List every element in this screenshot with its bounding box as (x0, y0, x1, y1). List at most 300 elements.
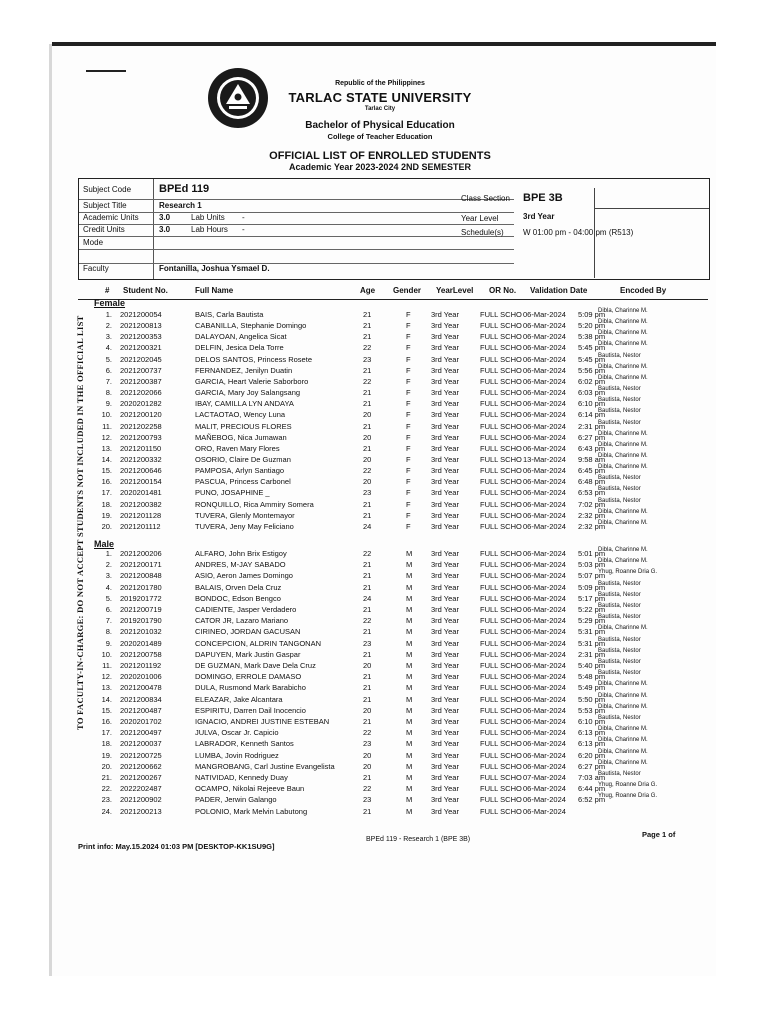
row-number: 13. (101, 443, 112, 453)
validation-date: 06-Mar-2024 (523, 354, 566, 364)
student-age: 21 (363, 649, 372, 659)
encoded-by: Yhug, Roanne Dria G. (598, 782, 658, 789)
student-age: 21 (363, 499, 372, 509)
student-year-level: 3rd Year (431, 499, 459, 509)
student-number: 2021200267 (120, 773, 162, 782)
student-age: 21 (363, 321, 372, 331)
student-number: 2021200171 (120, 560, 162, 570)
student-gender: M (406, 795, 413, 805)
student-name: LABRADOR, Kenneth Santos (195, 739, 294, 749)
student-age: 21 (363, 582, 372, 592)
student-name: DAPUYEN, Mark Justin Gaspar (195, 649, 301, 659)
student-name: DE GUZMAN, Mark Dave Dela Cruz (195, 661, 316, 670)
student-name: BONDOC, Edson Bengco (195, 593, 281, 603)
student-gender: M (406, 616, 413, 626)
row-number: 2. (105, 321, 112, 331)
table-row (0, 795, 768, 806)
credit-units-label: Credit Units (83, 225, 125, 234)
student-year-level: 3rd Year (431, 388, 459, 398)
student-gender: M (406, 750, 413, 760)
validation-time: 5:45 pm (578, 354, 606, 364)
row-number: 11. (102, 421, 112, 431)
or-number: FULL SCHO (480, 649, 522, 659)
encoded-by: Dibla, Charinne M. (598, 692, 648, 699)
male-group-label: Male (94, 539, 115, 549)
validation-time: 5:49 pm (578, 683, 606, 693)
table-row (0, 452, 768, 466)
student-year-level: 3rd Year (431, 649, 459, 659)
table-row (0, 332, 768, 343)
validation-time: 7:02 pm (578, 499, 606, 509)
or-number: FULL SCHO (480, 582, 522, 592)
validation-date: 06-Mar-2024 (523, 694, 566, 704)
validation-date: 06-Mar-2024 (523, 399, 566, 409)
student-name: DELFIN, Jesica Dela Torre (195, 343, 284, 353)
row-number: 6. (105, 365, 112, 375)
footer-course: BPEd 119 - Research 1 (BPE 3B) (366, 836, 471, 843)
student-number: 2021200213 (120, 806, 162, 816)
student-number: 2021200834 (120, 694, 162, 704)
row-number: 3. (105, 571, 112, 581)
student-age: 20 (363, 705, 372, 715)
student-name: DALAYOAN, Angelica Sicat (195, 332, 287, 342)
validation-time: 6:10 pm (578, 717, 606, 726)
or-number: FULL SCHO (480, 616, 522, 626)
university-city: Tarlac City (364, 106, 396, 112)
table-row (0, 636, 768, 650)
student-gender: M (406, 661, 413, 670)
subject-code: BPEd 119 (159, 183, 210, 195)
student-gender: F (406, 321, 411, 331)
validation-time: 5:17 pm (578, 593, 606, 603)
or-number: FULL SCHO (480, 549, 522, 558)
col-student-no: Student No. (123, 286, 168, 295)
student-gender: M (406, 627, 413, 637)
or-number: FULL SCHO (480, 421, 522, 431)
row-number: 7. (105, 376, 112, 386)
encoded-by: Bautista, Nestor (598, 636, 641, 643)
encoded-by: Dibla, Charinne M. (598, 363, 648, 370)
validation-date: 06-Mar-2024 (523, 332, 566, 342)
table-row (0, 807, 768, 818)
student-age: 21 (363, 694, 372, 704)
table-row (0, 661, 768, 672)
credit-units: 3.0 (159, 225, 171, 234)
student-name: ASIO, Aeron James Domingo (195, 571, 293, 581)
student-age: 20 (363, 454, 372, 464)
validation-time: 5:03 pm (578, 560, 606, 570)
student-name: TUVERA, Glenly Montemayor (195, 510, 295, 520)
validation-date: 06-Mar-2024 (523, 310, 566, 319)
or-number: FULL SCHO (480, 717, 522, 726)
student-year-level: 3rd Year (431, 466, 459, 476)
student-age: 22 (363, 343, 372, 353)
student-gender: F (406, 521, 411, 531)
student-number: 2021202258 (120, 421, 162, 431)
student-year-level: 3rd Year (431, 421, 459, 431)
student-number: 2021200478 (120, 683, 162, 693)
row-number: 8. (105, 627, 112, 637)
table-row (0, 321, 768, 332)
col-encoded-by: Encoded By (620, 286, 667, 295)
validation-time: 6:13 pm (578, 728, 606, 738)
encoded-by: Bautista, Nestor (598, 475, 641, 482)
student-year-level: 3rd Year (431, 683, 459, 693)
table-row (0, 571, 768, 582)
student-age: 23 (363, 739, 372, 749)
validation-date: 06-Mar-2024 (523, 432, 566, 442)
student-name: TUVERA, Jeny May Feliciano (195, 521, 294, 531)
student-gender: F (406, 477, 411, 487)
encoded-by: Bautista, Nestor (598, 603, 641, 609)
student-age: 22 (363, 466, 372, 476)
encoded-by: Bautista, Nestor (598, 614, 641, 621)
student-year-level: 3rd Year (431, 672, 459, 682)
encoded-by: Dibla, Charinne M. (598, 703, 648, 710)
table-row (0, 605, 768, 616)
or-number: FULL SCHO (480, 694, 522, 704)
student-age: 21 (363, 605, 372, 614)
encoded-by: Dibla, Charinne M. (598, 737, 648, 744)
validation-time: 2:32 pm (578, 510, 606, 520)
or-number: FULL SCHO (480, 443, 522, 453)
student-year-level: 3rd Year (431, 761, 459, 771)
faculty-notice-text: TO FACULTY-IN-CHARGE: DO NOT ACCEPT STUDENTS NOT INCLUDED IN THE OFFICIAL LIST (75, 315, 85, 730)
row-number: 1. (105, 549, 112, 558)
student-name: FERNANDEZ, Jenilyn Duatin (195, 365, 293, 375)
student-year-level: 3rd Year (431, 477, 459, 487)
student-name: ORO, Raven Mary Flores (195, 443, 280, 453)
student-year-level: 3rd Year (431, 694, 459, 704)
validation-date: 06-Mar-2024 (523, 466, 566, 476)
republic-label: Republic of the Philippines (335, 80, 425, 87)
student-number: 2021200662 (120, 761, 162, 771)
student-year-level: 3rd Year (431, 717, 459, 726)
student-number: 2021200725 (120, 750, 162, 760)
validation-time: 6:43 pm (578, 443, 606, 453)
student-number: 2021200120 (120, 410, 162, 420)
validation-date: 06-Mar-2024 (523, 627, 566, 637)
student-year-level: 3rd Year (431, 310, 459, 319)
student-year-level: 3rd Year (431, 321, 459, 331)
validation-time: 5:09 pm (578, 310, 606, 319)
student-number: 2021200487 (120, 705, 162, 715)
table-row (0, 739, 768, 750)
encoded-by: Yhug, Roanne Dria G. (598, 793, 658, 800)
course-info-box (78, 178, 710, 280)
validation-date: 06-Mar-2024 (523, 488, 566, 498)
table-row (0, 419, 768, 433)
table-row (0, 580, 768, 594)
student-number: 2021201112 (120, 521, 161, 531)
row-number: 19. (101, 750, 112, 760)
validation-time: 5:31 pm (578, 627, 606, 637)
student-age: 23 (363, 795, 372, 805)
student-number: 2021201150 (120, 443, 162, 453)
validation-date: 06-Mar-2024 (523, 705, 566, 715)
student-gender: F (406, 454, 411, 464)
student-number: 2021200848 (120, 571, 162, 581)
student-gender: M (406, 683, 413, 693)
student-name: BALAIS, Orven Dela Cruz (195, 582, 282, 592)
student-gender: M (406, 593, 413, 603)
validation-date: 06-Mar-2024 (523, 499, 566, 509)
student-number: 2021200332 (120, 454, 162, 464)
validation-date: 06-Mar-2024 (523, 388, 566, 398)
or-number: FULL SCHO (480, 593, 522, 603)
student-number: 2021200382 (120, 499, 162, 509)
student-name: LUMBA, Jovin Rodriguez (195, 750, 279, 760)
validation-time: 5:22 pm (578, 605, 606, 614)
student-gender: F (406, 310, 411, 319)
student-year-level: 3rd Year (431, 638, 459, 648)
validation-date: 06-Mar-2024 (523, 443, 566, 453)
validation-date: 06-Mar-2024 (523, 321, 566, 331)
student-age: 23 (363, 488, 372, 498)
table-row (0, 388, 768, 399)
validation-date: 06-Mar-2024 (523, 649, 566, 659)
or-number: FULL SCHO (480, 728, 522, 738)
encoded-by: Dibla, Charinne M. (598, 547, 648, 553)
student-number: 2021200813 (120, 321, 162, 331)
table-row (0, 627, 768, 638)
encoded-by: Bautista, Nestor (598, 497, 641, 504)
encoded-by: Bautista, Nestor (598, 591, 641, 598)
student-year-level: 3rd Year (431, 728, 459, 738)
academic-units-label: Academic Units (83, 213, 139, 222)
student-name: CIRINEO, JORDAN GACUSAN (195, 627, 301, 637)
row-number: 11. (102, 661, 112, 670)
student-year-level: 3rd Year (431, 521, 459, 531)
row-number: 10. (101, 649, 112, 659)
student-number: 2021202066 (120, 388, 162, 398)
validation-time: 6:52 pm (578, 795, 606, 805)
program-name: Bachelor of Physical Education (305, 120, 455, 131)
university-name: TARLAC STATE UNIVERSITY (288, 90, 472, 105)
encoded-by: Dibla, Charinne M. (598, 558, 648, 565)
validation-time: 5:01 pm (578, 549, 606, 558)
or-number: FULL SCHO (480, 488, 522, 498)
validation-date: 06-Mar-2024 (523, 750, 566, 760)
encoded-by: Dibla, Charinne M. (598, 441, 648, 448)
student-number: 2021201192 (120, 661, 162, 670)
student-year-level: 3rd Year (431, 454, 459, 464)
student-age: 21 (363, 443, 372, 453)
student-gender: F (406, 510, 411, 520)
student-number: 2019201772 (120, 593, 162, 603)
encoded-by: Bautista, Nestor (598, 715, 641, 721)
student-number: 2020201006 (120, 672, 162, 682)
col-or-no: OR No. (489, 286, 517, 295)
student-name: IGNACIO, ANDREI JUSTINE ESTEBAN (195, 717, 330, 726)
student-gender: M (406, 549, 413, 558)
validation-time: 6:02 pm (578, 376, 606, 386)
student-name: PAMPOSA, Arlyn Santiago (195, 466, 285, 476)
validation-time: 6:13 pm (578, 739, 606, 749)
student-name: ANDRES, M-JAY SABADO (195, 560, 286, 570)
year-level: 3rd Year (523, 212, 555, 221)
student-age: 22 (363, 549, 372, 558)
table-row (0, 477, 768, 488)
student-gender: F (406, 421, 411, 431)
page-number: Page 1 of (642, 830, 676, 839)
student-name: MAÑEBOG, Nica Jumawan (195, 432, 287, 442)
or-number: FULL SCHO (480, 466, 522, 476)
academic-units: 3.0 (159, 213, 171, 222)
validation-date: 06-Mar-2024 (523, 672, 566, 682)
validation-time: 6:03 pm (578, 388, 606, 398)
student-number: 2021200758 (120, 649, 162, 659)
student-age: 21 (363, 683, 372, 693)
encoded-by: Bautista, Nestor (598, 419, 641, 426)
table-row (0, 591, 768, 605)
table-row (0, 466, 768, 477)
student-name: PADER, Jerwin Galango (195, 795, 277, 805)
or-number: FULL SCHO (480, 705, 522, 715)
student-year-level: 3rd Year (431, 354, 459, 364)
encoded-by: Dibla, Charinne M. (598, 625, 648, 632)
or-number: FULL SCHO (480, 310, 522, 319)
or-number: FULL SCHO (480, 343, 522, 353)
student-gender: F (406, 399, 411, 409)
or-number: FULL SCHO (480, 784, 522, 794)
encoded-by: Bautista, Nestor (598, 486, 641, 493)
student-year-level: 3rd Year (431, 739, 459, 749)
encoded-by: Bautista, Nestor (598, 647, 641, 654)
student-age: 20 (363, 410, 372, 420)
student-age: 23 (363, 354, 372, 364)
student-number: 2021200646 (120, 466, 162, 476)
or-number: FULL SCHO (480, 560, 522, 570)
student-age: 21 (363, 365, 372, 375)
table-row (0, 497, 768, 511)
table-row (0, 430, 768, 444)
student-number: 2019201790 (120, 616, 162, 626)
student-name: ELEAZAR, Jake Alcantara (195, 694, 283, 704)
or-number: FULL SCHO (480, 773, 522, 782)
student-number: 2021200321 (120, 343, 162, 353)
validation-date: 06-Mar-2024 (523, 717, 566, 726)
student-year-level: 3rd Year (431, 376, 459, 386)
encoded-by: Dibla, Charinne M. (598, 430, 648, 437)
student-age: 20 (363, 477, 372, 487)
or-number: FULL SCHO (480, 477, 522, 487)
table-row (0, 441, 768, 455)
validation-date: 06-Mar-2024 (523, 616, 566, 626)
student-gender: F (406, 354, 411, 364)
student-gender: M (406, 560, 413, 570)
table-row (0, 399, 768, 410)
table-row (0, 683, 768, 694)
student-name: POLONIO, Mark Melvin Labutong (195, 806, 308, 816)
student-gender: M (406, 728, 413, 738)
table-row (0, 549, 768, 560)
scan-edge (52, 42, 716, 46)
student-number: 2021200737 (120, 365, 162, 375)
student-year-level: 3rd Year (431, 784, 459, 794)
validation-date: 13-Mar-2024 (523, 454, 566, 464)
student-year-level: 3rd Year (431, 705, 459, 715)
encoded-by: Dibla, Charinne M. (598, 319, 648, 326)
student-gender: M (406, 694, 413, 704)
validation-time: 2:32 pm (578, 521, 606, 531)
row-number: 21. (101, 773, 112, 782)
table-row (0, 352, 768, 366)
or-number: FULL SCHO (480, 365, 522, 375)
table-row (0, 748, 768, 762)
validation-time: 6:44 pm (578, 784, 606, 794)
or-number: FULL SCHO (480, 683, 522, 693)
student-gender: M (406, 773, 413, 782)
validation-time: 6:45 pm (578, 466, 606, 476)
student-year-level: 3rd Year (431, 750, 459, 760)
row-number: 23. (101, 795, 112, 805)
student-name: CADIENTE, Jasper Verdadero (195, 605, 297, 614)
subject-title: Research 1 (159, 201, 202, 210)
table-row (0, 343, 768, 354)
row-number: 8. (105, 388, 112, 398)
validation-date: 06-Mar-2024 (523, 739, 566, 749)
student-age: 20 (363, 432, 372, 442)
student-age: 21 (363, 421, 372, 431)
validation-date: 06-Mar-2024 (523, 806, 566, 816)
validation-date: 07-Mar-2024 (523, 773, 566, 782)
pen-mark (86, 70, 126, 72)
student-year-level: 3rd Year (431, 365, 459, 375)
student-age: 22 (363, 728, 372, 738)
student-year-level: 3rd Year (431, 605, 459, 614)
faculty-name: Fontanilla, Joshua Ysmael D. (159, 264, 270, 273)
row-number: 6. (105, 605, 112, 614)
student-number: 2021200353 (120, 332, 162, 342)
encoded-by: Bautista, Nestor (598, 659, 641, 665)
encoded-by: Dibla, Charinne M. (598, 759, 648, 766)
student-number: 2020201481 (120, 488, 162, 498)
student-year-level: 3rd Year (431, 549, 459, 558)
validation-time: 6:53 pm (578, 488, 606, 498)
student-number: 2021200793 (120, 432, 162, 442)
student-number: 2021200054 (120, 310, 162, 319)
table-row (0, 672, 768, 683)
student-age: 21 (363, 510, 372, 520)
validation-time: 5:07 pm (578, 571, 606, 581)
row-number: 17. (101, 488, 112, 498)
or-number: FULL SCHO (480, 605, 522, 614)
validation-time: 5:20 pm (578, 321, 606, 331)
student-name: CATOR JR, Lazaro Mariano (195, 616, 289, 626)
or-number: FULL SCHO (480, 761, 522, 771)
student-year-level: 3rd Year (431, 332, 459, 342)
student-age: 20 (363, 750, 372, 760)
lab-units: - (242, 213, 245, 222)
validation-time: 5:29 pm (578, 616, 606, 626)
student-age: 21 (363, 672, 372, 682)
table-row (0, 410, 768, 421)
row-number: 7. (105, 616, 112, 626)
validation-date: 06-Mar-2024 (523, 365, 566, 375)
student-name: OCAMPO, Nikolai Rejeeve Baun (195, 784, 305, 794)
or-number: FULL SCHO (480, 332, 522, 342)
encoded-by: Dibla, Charinne M. (598, 374, 648, 381)
or-number: FULL SCHO (480, 571, 522, 581)
validation-time: 6:48 pm (578, 477, 606, 487)
class-section-label: Class Section (461, 194, 510, 203)
student-year-level: 3rd Year (431, 795, 459, 805)
student-gender: F (406, 443, 411, 453)
student-name: LACTAOTAO, Wency Luna (195, 410, 286, 420)
student-age: 21 (363, 717, 372, 726)
student-name: DULA, Rusmond Mark Barabicho (195, 683, 306, 693)
